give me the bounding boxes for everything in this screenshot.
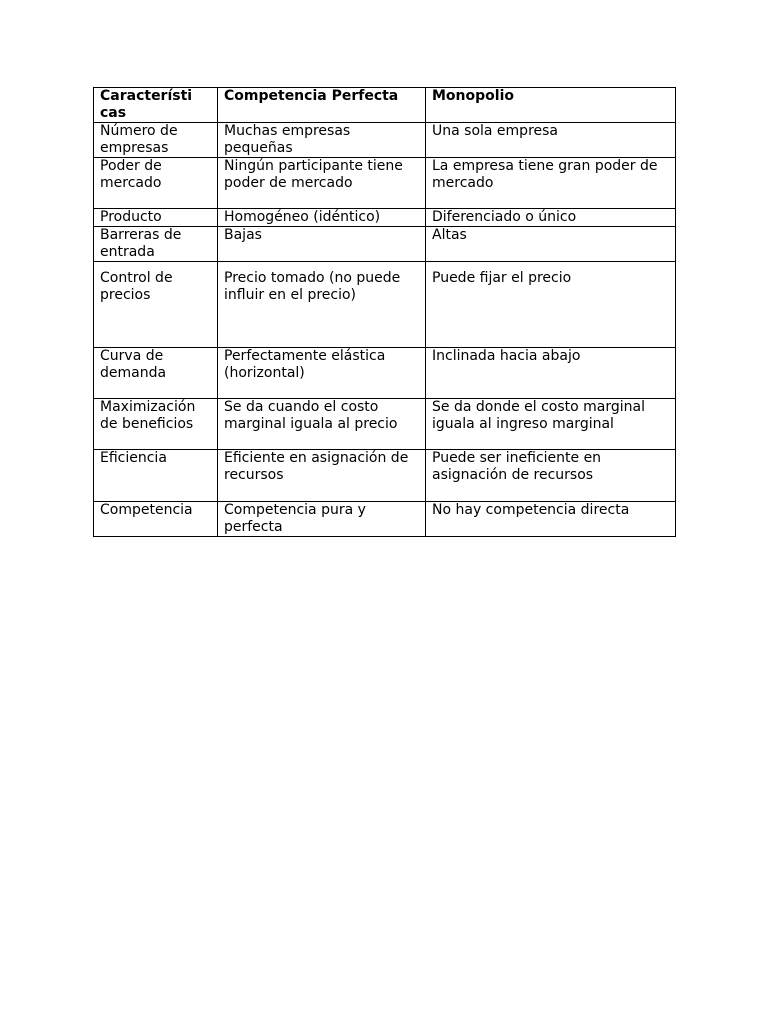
comparison-table: [93, 87, 676, 537]
row-label: Control de precios: [94, 262, 218, 348]
row-monopoly-value: Puede fijar el precio: [426, 262, 676, 348]
row-label: Poder de mercado: [94, 158, 218, 209]
row-monopoly-value: Se da donde el costo marginal iguala al ingreso marginal: [426, 399, 676, 450]
table-row: [94, 348, 676, 399]
table-row: [94, 158, 676, 209]
row-monopoly-value: La empresa tiene gran poder de mercado: [426, 158, 676, 209]
row-label: Curva de demanda: [94, 348, 218, 399]
row-perfect-value: Homogéneo (idéntico): [218, 209, 426, 227]
row-monopoly-value: Puede ser ineficiente en asignación de recursos: [426, 450, 676, 502]
table-row: [94, 209, 676, 227]
row-perfect-value: Precio tomado (no puede influir en el precio): [218, 262, 426, 348]
table-row: [94, 502, 676, 537]
row-monopoly-value: Una sola empresa: [426, 123, 676, 158]
table-header-row: [94, 88, 676, 123]
row-perfect-value: Perfectamente elástica (horizontal): [218, 348, 426, 399]
table-row: [94, 450, 676, 502]
row-monopoly-value: No hay competencia directa: [426, 502, 676, 537]
row-monopoly-value: Diferenciado o único: [426, 209, 676, 227]
row-perfect-value: Bajas: [218, 227, 426, 262]
table-row: [94, 262, 676, 348]
row-label: Maximización de beneficios: [94, 399, 218, 450]
row-perfect-value: Ningún participante tiene poder de mercado: [218, 158, 426, 209]
row-monopoly-value: Altas: [426, 227, 676, 262]
row-label: Barreras de entrada: [94, 227, 218, 262]
row-monopoly-value: Inclinada hacia abajo: [426, 348, 676, 399]
row-perfect-value: Muchas empresas pequeñas: [218, 123, 426, 158]
header-characteristics: Característi cas: [94, 88, 218, 123]
header-monopoly: Monopolio: [426, 88, 676, 123]
row-perfect-value: Eficiente en asignación de recursos: [218, 450, 426, 502]
row-label: Producto: [94, 209, 218, 227]
row-label: Eficiencia: [94, 450, 218, 502]
table-row: [94, 399, 676, 450]
row-label: Competencia: [94, 502, 218, 537]
table-row: [94, 123, 676, 158]
row-label: Número de empresas: [94, 123, 218, 158]
row-perfect-value: Se da cuando el costo marginal iguala al precio: [218, 399, 426, 450]
table-row: [94, 227, 676, 262]
row-perfect-value: Competencia pura y perfecta: [218, 502, 426, 537]
header-perfect-competition: Competencia Perfecta: [218, 88, 426, 123]
